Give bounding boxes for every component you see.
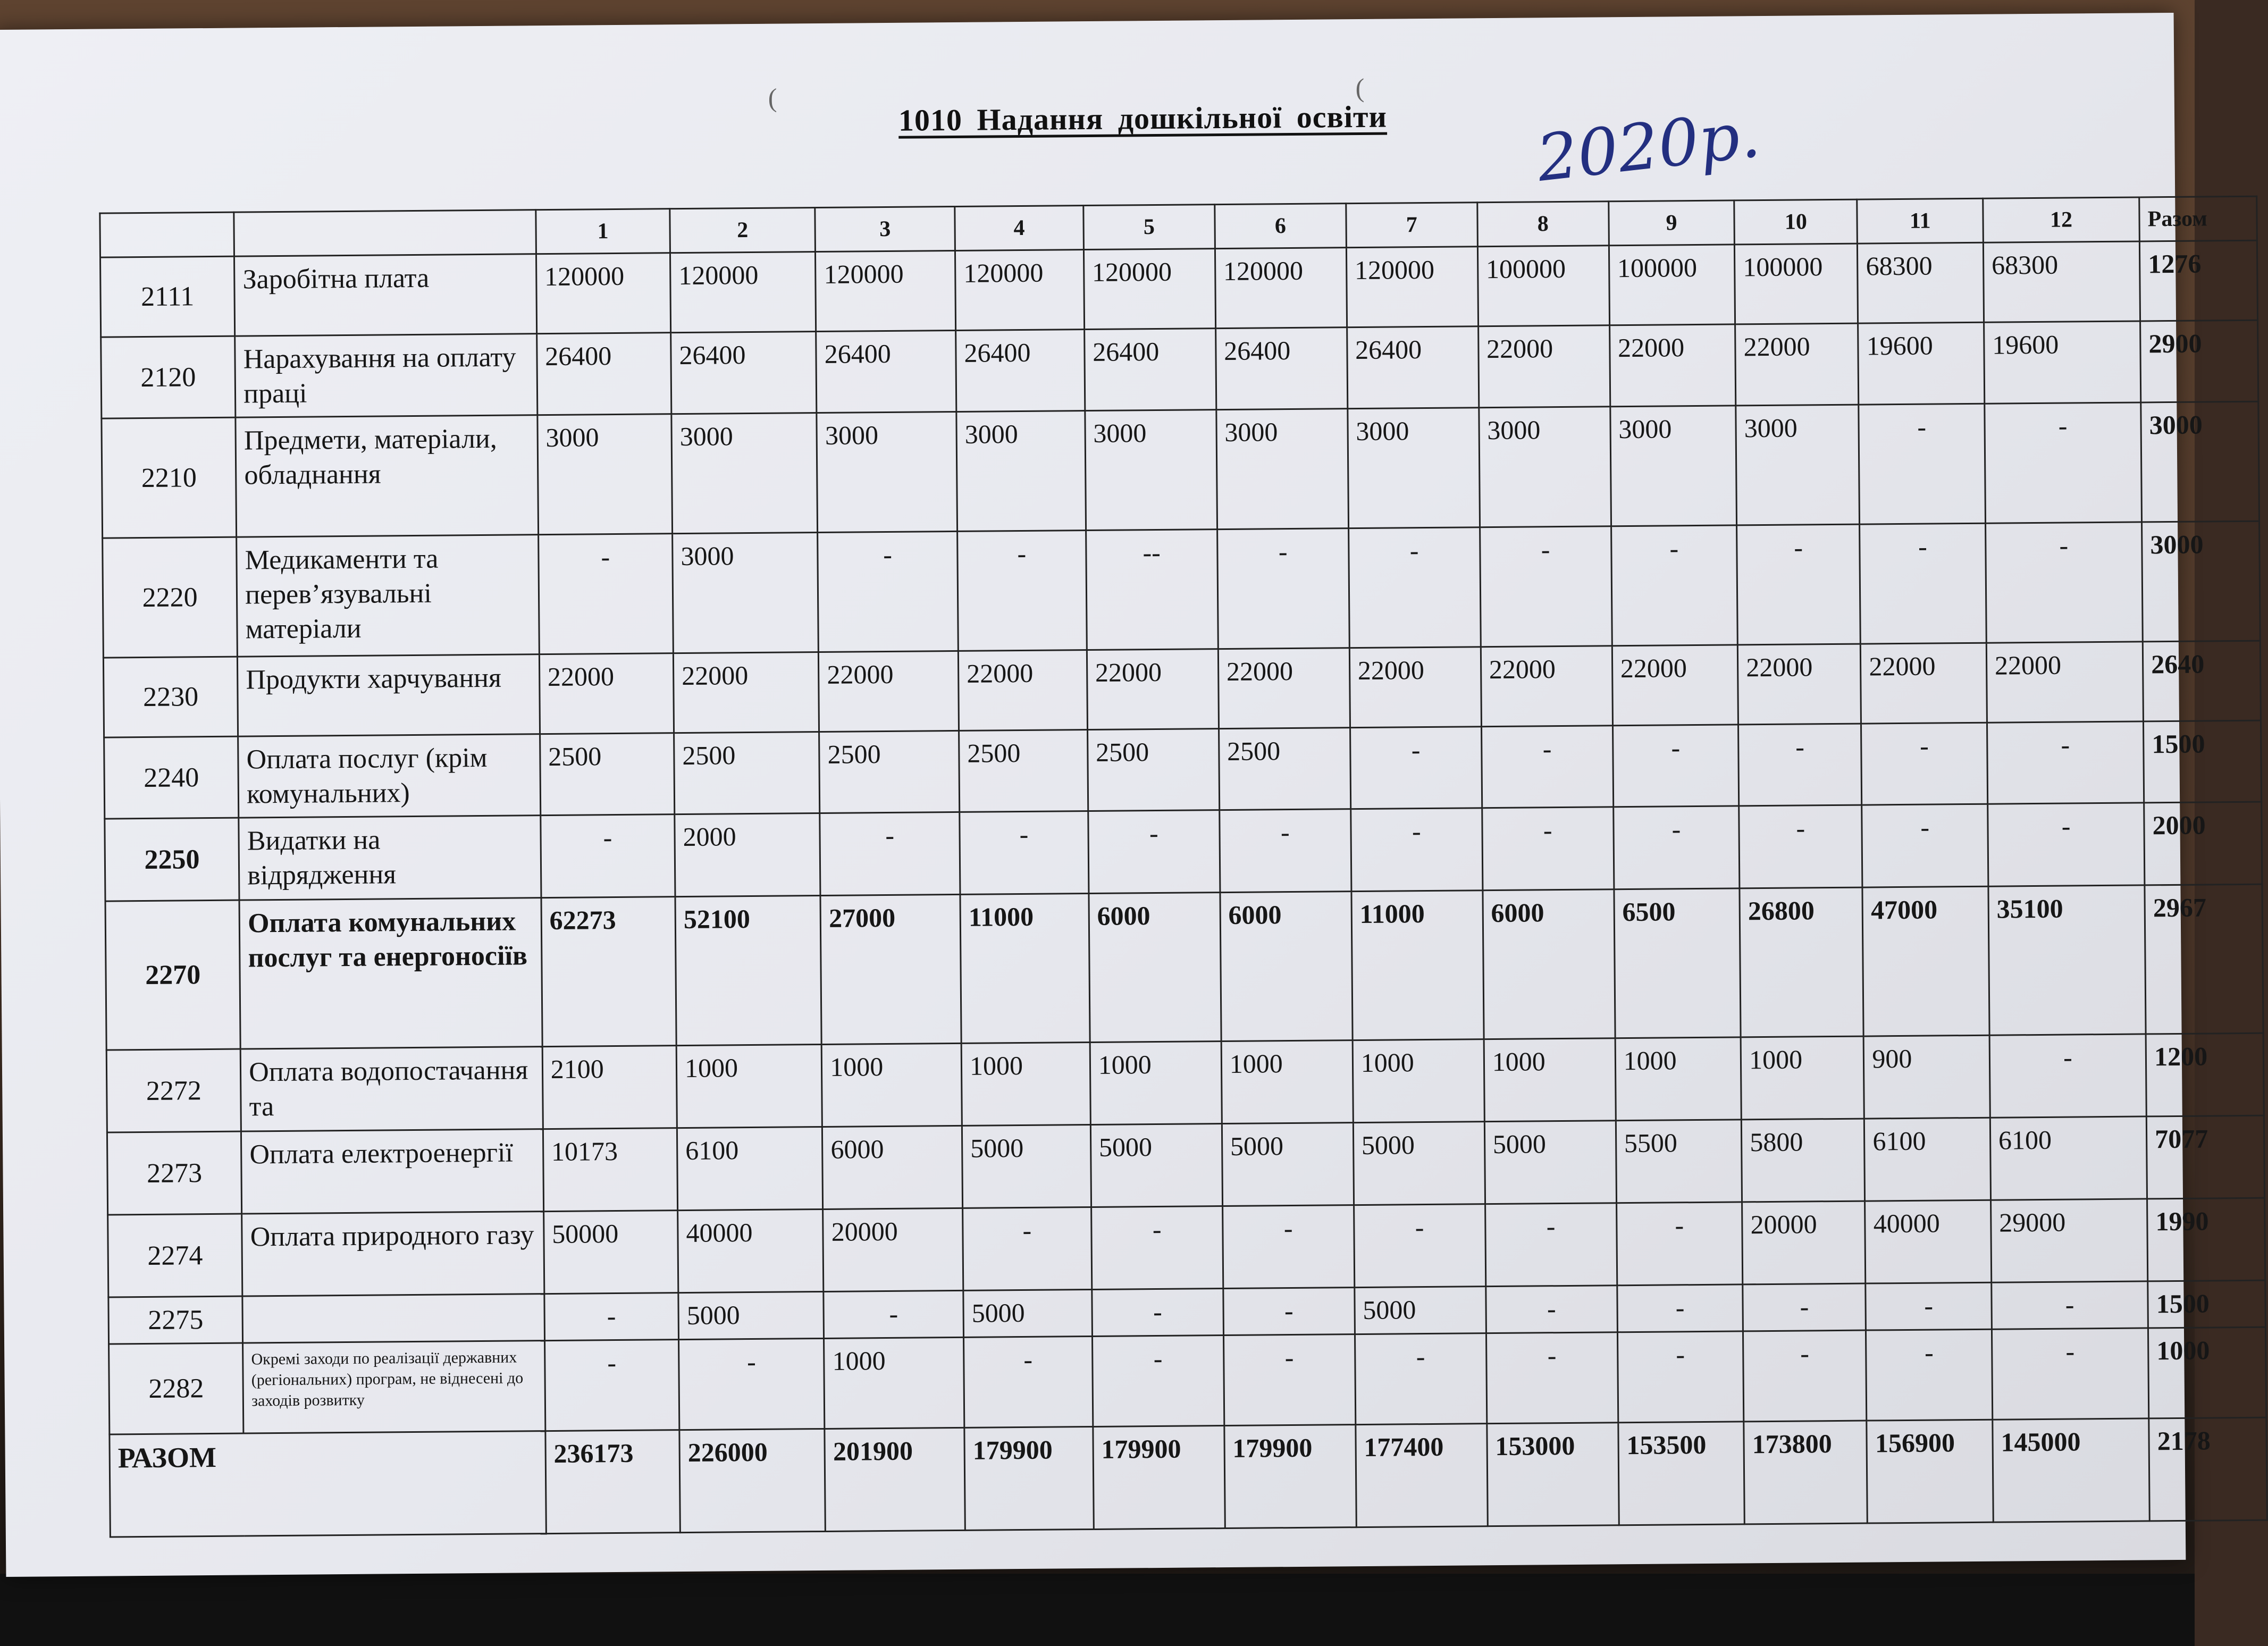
- handwritten-year: 2020р.: [1533, 97, 1764, 196]
- grand-total-month-8: 153000: [1487, 1423, 1619, 1526]
- row-name: Оплата водопостачання та: [240, 1047, 543, 1131]
- row-value-month-4: -: [957, 531, 1087, 651]
- row-value-month-2: 1000: [676, 1044, 822, 1128]
- row-value-month-12: 22000: [1986, 642, 2143, 723]
- row-value-month-3: 3000: [817, 412, 957, 532]
- row-value-month-1: -: [541, 814, 675, 898]
- row-value-month-2: 5000: [678, 1291, 824, 1339]
- row-name: Нарахування на оплату праці: [235, 334, 537, 417]
- row-value-month-8: -: [1486, 1332, 1618, 1424]
- table-row: [109, 1327, 2266, 1434]
- row-value-month-1: -: [538, 534, 673, 654]
- row-value-month-8: 22000: [1478, 325, 1610, 408]
- row-value-month-11: 22000: [1861, 643, 1987, 724]
- row-value-month-11: 6100: [1864, 1118, 1991, 1201]
- header-month-9: 9: [1608, 200, 1734, 246]
- row-code: 2210: [102, 417, 237, 538]
- row-total: 1000: [2148, 1327, 2266, 1418]
- grand-total-month-1: 236173: [545, 1430, 681, 1534]
- grand-total-month-11: 156900: [1867, 1420, 1993, 1523]
- row-total: 2900: [2140, 320, 2258, 402]
- row-code: 2282: [109, 1343, 244, 1434]
- row-value-month-6: -: [1219, 809, 1351, 893]
- row-value-month-4: -: [964, 1336, 1093, 1427]
- row-value-month-3: 1000: [821, 1043, 962, 1127]
- row-code: 2111: [100, 256, 235, 337]
- row-value-month-11: 900: [1864, 1035, 1990, 1119]
- budget-table: [99, 196, 2267, 1538]
- row-value-month-6: -: [1217, 528, 1349, 649]
- table-row: [102, 401, 2259, 538]
- row-value-month-7: -: [1355, 1333, 1486, 1425]
- row-value-month-1: 62273: [541, 897, 676, 1047]
- row-value-month-11: -: [1866, 1282, 1992, 1330]
- row-total: 1500: [2148, 1280, 2266, 1328]
- grand-total-label: РАЗОМ: [110, 1431, 546, 1537]
- row-value-month-9: 22000: [1612, 645, 1738, 726]
- row-name: Оплата комунальних послуг та енергоносіїв: [239, 898, 542, 1049]
- row-value-month-9: 6500: [1614, 888, 1741, 1038]
- row-value-month-1: 22000: [539, 653, 674, 734]
- grand-total-month-5: 179900: [1093, 1426, 1225, 1530]
- header-total: Разом: [2139, 196, 2257, 241]
- row-value-month-5: 120000: [1083, 249, 1215, 330]
- row-value-month-3: -: [824, 1290, 963, 1338]
- header-month-6: 6: [1215, 204, 1347, 249]
- table-body: [100, 196, 2267, 1537]
- row-value-month-10: -: [1738, 724, 1862, 806]
- row-code: 2274: [108, 1214, 242, 1297]
- row-value-month-1: 26400: [536, 333, 671, 415]
- row-total: 2640: [2143, 641, 2261, 721]
- header-month-4: 4: [955, 206, 1083, 251]
- header-month-2: 2: [670, 208, 816, 253]
- row-value-month-5: 26400: [1084, 329, 1216, 411]
- grand-total-month-7: 177400: [1356, 1424, 1488, 1527]
- row-value-month-6: 6000: [1220, 892, 1353, 1042]
- row-total: 3000: [2141, 401, 2259, 522]
- row-total: 1276: [2140, 240, 2258, 321]
- row-value-month-5: --: [1086, 530, 1218, 650]
- row-value-month-3: 26400: [816, 330, 956, 413]
- row-value-month-12: -: [1988, 803, 2145, 886]
- row-value-month-8: 1000: [1484, 1038, 1616, 1122]
- pen-mark: (: [768, 82, 777, 113]
- row-code: 2240: [104, 736, 239, 819]
- row-code: 2230: [103, 657, 238, 737]
- row-value-month-12: 29000: [1990, 1199, 2147, 1282]
- row-value-month-5: -: [1092, 1289, 1224, 1337]
- row-value-month-5: 5000: [1090, 1124, 1222, 1207]
- row-value-month-4: 3000: [956, 411, 1086, 532]
- row-value-month-5: 3000: [1085, 410, 1217, 531]
- row-value-month-10: -: [1743, 1330, 1867, 1422]
- row-value-month-4: -: [963, 1207, 1092, 1291]
- row-value-month-1: 120000: [536, 253, 670, 334]
- row-value-month-10: -: [1737, 524, 1861, 645]
- row-value-month-10: 26800: [1740, 887, 1863, 1037]
- grand-total-month-4: 179900: [964, 1426, 1094, 1530]
- row-total: 2000: [2144, 802, 2262, 885]
- row-value-month-8: 6000: [1483, 889, 1615, 1039]
- grand-total-month-2: 226000: [679, 1429, 826, 1532]
- row-value-month-12: 6100: [1990, 1116, 2147, 1200]
- row-value-month-3: 22000: [819, 651, 959, 732]
- row-value-month-9: -: [1612, 725, 1739, 807]
- row-code: 2250: [105, 818, 239, 901]
- row-name: Оплата послуг (крім комунальних): [238, 734, 541, 818]
- row-value-month-3: -: [820, 812, 960, 895]
- row-name: Заробітна плата: [234, 254, 537, 336]
- row-value-month-8: 100000: [1477, 246, 1609, 326]
- row-code: 2275: [108, 1296, 243, 1344]
- row-value-month-3: 20000: [823, 1208, 963, 1291]
- row-value-month-10: -: [1743, 1283, 1866, 1331]
- row-value-month-11: -: [1859, 404, 1985, 524]
- row-value-month-8: 22000: [1481, 646, 1612, 727]
- row-value-month-7: 3000: [1348, 408, 1480, 528]
- row-name: Медикаменти та перев’язувальні матеріали: [237, 535, 539, 657]
- row-value-month-9: 3000: [1610, 406, 1736, 526]
- row-name: Предмети, матеріали, обладнання: [236, 415, 538, 537]
- row-value-month-11: 40000: [1865, 1200, 1992, 1283]
- row-value-month-12: -: [1985, 522, 2143, 643]
- header-month-5: 5: [1083, 205, 1215, 250]
- row-value-month-4: 1000: [961, 1043, 1090, 1126]
- row-value-month-8: -: [1485, 1203, 1617, 1287]
- row-value-month-1: 3000: [537, 414, 673, 535]
- row-value-month-4: 2500: [959, 730, 1088, 812]
- row-name: Окремі заходи по реалізації державних (регіональних) програм, не віднесені до заходів розвитку: [243, 1341, 545, 1433]
- row-value-month-12: -: [1987, 721, 2144, 804]
- header-month-1: 1: [536, 209, 670, 254]
- row-value-month-8: -: [1486, 1286, 1618, 1333]
- row-value-month-2: 6100: [677, 1127, 822, 1210]
- row-value-month-12: -: [1989, 1034, 2146, 1118]
- row-value-month-10: 22000: [1737, 644, 1861, 725]
- header-month-12: 12: [1983, 197, 2140, 242]
- pen-mark: (: [1355, 72, 1365, 103]
- grand-total-month-12: 145000: [1993, 1418, 2150, 1522]
- row-value-month-12: 68300: [1983, 241, 2140, 322]
- row-value-month-7: -: [1350, 808, 1482, 892]
- row-value-month-10: 1000: [1741, 1036, 1864, 1120]
- row-value-month-4: 5000: [963, 1290, 1092, 1338]
- header-month-7: 7: [1346, 203, 1478, 248]
- row-value-month-2: 40000: [678, 1209, 824, 1292]
- row-value-month-4: 22000: [958, 650, 1087, 731]
- row-value-month-10: 3000: [1736, 405, 1860, 525]
- row-value-month-7: -: [1348, 527, 1481, 648]
- row-value-month-11: -: [1866, 1329, 1993, 1421]
- row-value-month-6: -: [1223, 1288, 1355, 1336]
- row-value-month-11: -: [1861, 723, 1988, 805]
- row-value-month-3: 2500: [819, 730, 960, 813]
- header-month-8: 8: [1477, 201, 1609, 247]
- row-code: 2272: [106, 1049, 241, 1132]
- row-code: 2273: [107, 1131, 241, 1215]
- row-value-month-8: -: [1482, 807, 1614, 891]
- row-value-month-2: 22000: [673, 652, 819, 733]
- document-sheet: [0, 13, 2211, 1577]
- row-value-month-2: 2000: [675, 813, 820, 896]
- header-month-10: 10: [1734, 199, 1858, 245]
- row-value-month-12: -: [1992, 1281, 2148, 1329]
- row-value-month-6: -: [1223, 1334, 1355, 1426]
- row-code: 2220: [103, 537, 238, 658]
- row-value-month-3: 120000: [816, 250, 956, 331]
- row-value-month-11: -: [1860, 523, 1986, 644]
- row-value-month-2: 120000: [670, 252, 816, 333]
- row-value-month-9: -: [1613, 806, 1740, 889]
- grand-total-month-9: 153500: [1618, 1422, 1745, 1525]
- row-value-month-7: 11000: [1351, 891, 1484, 1040]
- row-total: 2967: [2145, 884, 2263, 1034]
- row-value-month-11: 47000: [1862, 886, 1989, 1036]
- document-title: 1010 Надання дошкільної освіти: [898, 99, 1388, 138]
- row-value-month-11: 68300: [1858, 242, 1984, 323]
- row-code: 2270: [105, 900, 240, 1050]
- row-value-month-7: -: [1350, 727, 1482, 809]
- desk-shadow: [0, 1574, 2195, 1646]
- table-row: [103, 521, 2261, 658]
- grand-total-month-10: 173800: [1744, 1421, 1868, 1524]
- row-value-month-12: -: [1992, 1328, 2149, 1420]
- row-value-month-11: 19600: [1858, 322, 1985, 405]
- row-value-month-3: -: [818, 531, 959, 652]
- row-value-month-5: 1000: [1090, 1042, 1222, 1125]
- row-value-month-3: 1000: [824, 1337, 964, 1429]
- grand-total-sum: 2178: [2149, 1417, 2267, 1521]
- row-value-month-4: -: [960, 811, 1089, 895]
- header-name-cell: [234, 210, 536, 256]
- row-value-month-9: -: [1617, 1284, 1743, 1332]
- row-value-month-12: 35100: [1988, 885, 2146, 1035]
- row-value-month-9: -: [1611, 525, 1737, 646]
- row-value-month-5: -: [1088, 810, 1220, 894]
- row-value-month-6: 1000: [1221, 1040, 1353, 1124]
- row-value-month-6: 5000: [1222, 1123, 1354, 1206]
- row-value-month-10: 100000: [1735, 243, 1858, 324]
- row-value-month-8: -: [1480, 526, 1612, 647]
- row-value-month-8: 5000: [1484, 1121, 1616, 1204]
- row-total: 1990: [2147, 1198, 2265, 1281]
- row-value-month-6: 120000: [1215, 248, 1347, 329]
- row-value-month-6: 22000: [1218, 648, 1350, 729]
- row-value-month-8: 3000: [1479, 407, 1611, 527]
- row-value-month-10: 22000: [1735, 323, 1859, 406]
- row-value-month-5: -: [1092, 1336, 1224, 1427]
- row-value-month-1: 50000: [543, 1211, 678, 1294]
- row-value-month-11: -: [1862, 804, 1988, 887]
- row-value-month-4: 5000: [962, 1125, 1091, 1208]
- row-total: 1200: [2146, 1033, 2264, 1116]
- row-value-month-4: 120000: [955, 250, 1084, 331]
- row-name: Оплата електроенергії: [241, 1129, 544, 1214]
- row-name: Оплата природного газу: [242, 1212, 544, 1296]
- row-value-month-5: -: [1091, 1206, 1223, 1290]
- row-value-month-6: 3000: [1216, 409, 1349, 530]
- row-value-month-2: -: [679, 1338, 825, 1430]
- row-value-month-9: -: [1616, 1202, 1743, 1286]
- row-value-month-2: 3000: [673, 533, 819, 653]
- row-value-month-3: 6000: [822, 1126, 963, 1209]
- table-row: [105, 884, 2263, 1050]
- row-value-month-12: -: [1985, 402, 2142, 523]
- row-name: [242, 1294, 544, 1343]
- row-value-month-1: 2100: [542, 1046, 677, 1129]
- row-value-month-9: 100000: [1609, 245, 1735, 325]
- row-value-month-10: 20000: [1742, 1201, 1866, 1284]
- row-value-month-6: -: [1222, 1205, 1354, 1289]
- row-value-month-9: 1000: [1615, 1037, 1742, 1121]
- row-value-month-7: 22000: [1349, 647, 1481, 728]
- row-value-month-5: 6000: [1089, 893, 1221, 1043]
- row-value-month-5: 22000: [1087, 649, 1219, 730]
- row-value-month-5: 2500: [1087, 729, 1219, 811]
- row-value-month-2: 52100: [675, 895, 821, 1045]
- row-total: 3000: [2142, 521, 2261, 642]
- row-value-month-6: 2500: [1219, 728, 1350, 810]
- budget-table-frame: [99, 196, 2211, 1578]
- row-value-month-10: -: [1739, 805, 1862, 888]
- row-name: Видатки на відрядження: [239, 816, 541, 900]
- row-value-month-1: 2500: [540, 733, 674, 816]
- row-value-month-7: 1000: [1353, 1039, 1484, 1123]
- row-value-month-7: 26400: [1347, 326, 1479, 409]
- grand-total-month-6: 179900: [1224, 1425, 1356, 1529]
- row-value-month-1: 10173: [543, 1128, 677, 1212]
- row-name: Продукти харчування: [238, 654, 540, 736]
- row-value-month-3: 27000: [820, 894, 961, 1044]
- row-value-month-7: 5000: [1355, 1287, 1486, 1334]
- row-value-month-8: -: [1481, 726, 1613, 808]
- row-value-month-1: -: [544, 1340, 679, 1431]
- grand-total-row: [110, 1417, 2267, 1537]
- row-value-month-9: 5500: [1616, 1120, 1742, 1203]
- row-total: 7077: [2146, 1115, 2264, 1199]
- row-value-month-7: 5000: [1353, 1122, 1485, 1205]
- row-value-month-1: -: [544, 1293, 679, 1341]
- row-value-month-9: 22000: [1609, 324, 1736, 407]
- header-month-3: 3: [815, 206, 955, 251]
- row-value-month-4: 26400: [956, 330, 1085, 412]
- row-value-month-9: -: [1617, 1331, 1744, 1423]
- row-value-month-10: 5800: [1742, 1119, 1865, 1202]
- row-value-month-2: 2500: [674, 732, 820, 814]
- header-month-11: 11: [1857, 198, 1983, 243]
- grand-total-month-3: 201900: [825, 1427, 965, 1531]
- row-code: 2120: [101, 336, 236, 418]
- row-value-month-2: 26400: [671, 332, 817, 414]
- row-value-month-7: -: [1354, 1204, 1485, 1288]
- row-value-month-4: 11000: [960, 894, 1090, 1044]
- header-code-cell: [100, 212, 234, 257]
- row-value-month-7: 120000: [1346, 247, 1478, 327]
- row-value-month-12: 19600: [1984, 321, 2140, 404]
- row-value-month-6: 26400: [1215, 327, 1347, 410]
- row-total: 1500: [2144, 720, 2262, 803]
- row-value-month-2: 3000: [671, 413, 818, 534]
